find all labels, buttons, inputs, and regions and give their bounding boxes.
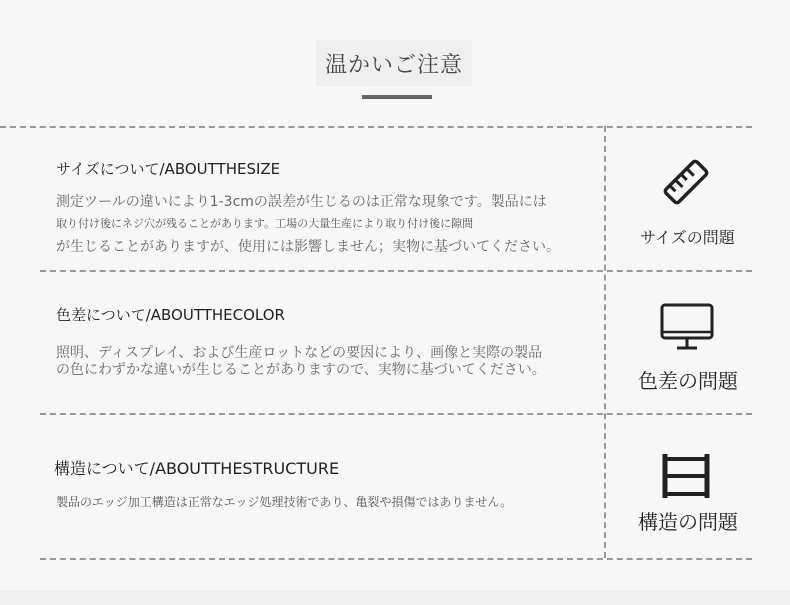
title-underline <box>362 95 432 99</box>
column-divider <box>604 126 606 558</box>
shelf-icon <box>660 452 712 500</box>
divider-1 <box>40 270 752 272</box>
structure-issue-label: 構造の問題 <box>638 510 738 534</box>
section-color-line-2: の色にわずかな違いが生じることがありますので、実物に基づいてください。 <box>56 362 546 378</box>
section-structure-line-1: 製品のエッジ加工構造は正常なエッジ処理技術であり、亀裂や損傷ではありません。 <box>56 495 513 509</box>
section-size-line-1: 測定ツールの違いにより1-3cmの誤差が生じるのは正常な現象です。製品には <box>56 194 547 210</box>
monitor-icon <box>659 302 715 352</box>
bottom-divider <box>40 558 752 560</box>
divider-2 <box>40 413 752 415</box>
color-issue-label: 色差の問題 <box>638 369 738 393</box>
section-size-line-3: が生じることがありますが、使用には影響しません；実物に基づいてください。 <box>56 239 560 255</box>
page-title-text: 温かいご注意 <box>324 52 463 78</box>
section-size-line-2: 取り付け後にネジ穴が残ることがあります。工場の大量生産により取り付け後に隙間 <box>56 217 474 230</box>
section-color-line-1: 照明、ディスプレイ、および生産ロットなどの要因により、画像と実際の製品 <box>56 345 543 361</box>
bottom-strip <box>0 590 790 605</box>
top-divider <box>0 126 752 128</box>
size-issue-label: サイズの問題 <box>640 228 735 247</box>
section-structure-title: 構造について/ABOUTTHESTRUCTURE <box>54 459 340 478</box>
section-color-title: 色差について/ABOUTTHECOLOR <box>56 306 285 324</box>
page-title <box>316 40 472 86</box>
section-size-title: サイズについて/ABOUTTHESIZE <box>56 160 281 178</box>
ruler-icon <box>660 156 712 208</box>
